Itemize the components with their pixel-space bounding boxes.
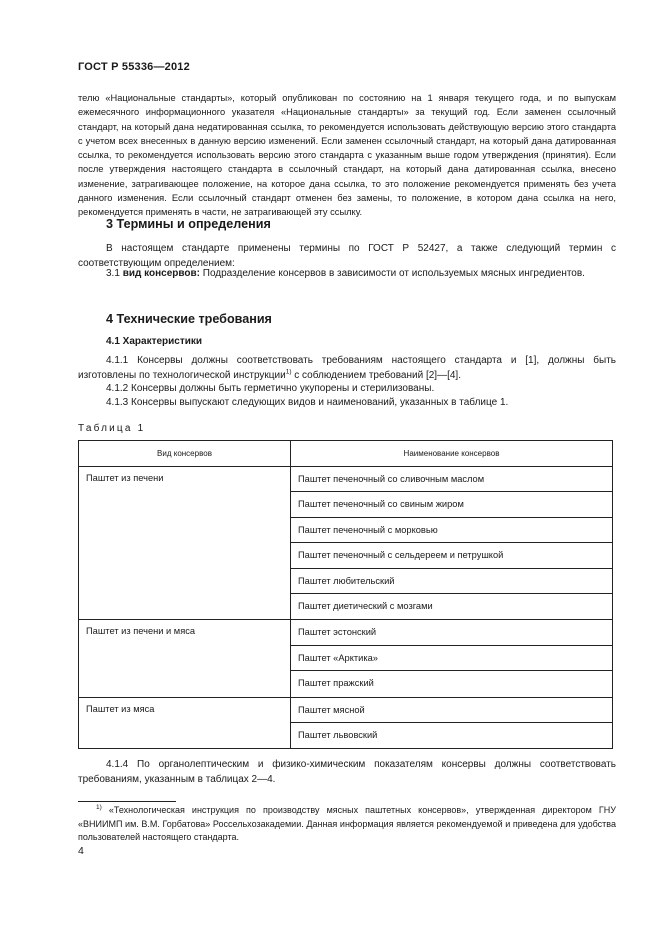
table-cell-name: Паштет львовский [298,729,378,740]
table-header-kind: Вид консервов [79,441,291,467]
table-cell-name: Паштет «Арктика» [291,646,612,671]
table-cell-names [291,697,613,749]
table-cell-name: Паштет любительский [291,569,612,594]
paragraph-4-1-4: 4.1.4 По органолептическим и физико-химическим показателям консервы должны соответствовать требованиям, указанным в таблицах 2—4. [78,759,616,785]
table-1 [78,440,613,749]
table-1-caption: Таблица 1 [78,423,146,434]
table-cell-name: Паштет пражский [298,678,374,689]
table-row [79,620,613,697]
table-cell-kind: Паштет из печени [79,467,291,620]
table-cell-names [291,620,613,697]
standard-code: ГОСТ Р 55336—2012 [78,61,190,73]
footnote-ref: 1) [285,368,292,376]
table-cell-name: Паштет печеночный с сельдереем и петрушкой [291,543,612,568]
table-cell-name: Паштет мясной [291,698,612,723]
paragraph-4-1-1 [78,353,616,383]
subsection-4-1-heading: 4.1 Характеристики [106,336,203,347]
paragraph-4-1-3: 4.1.3 Консервы выпускают следующих видов и наименований, указанных в таблице 1. [106,397,509,408]
table-header-name: Наименование консервов [291,441,613,467]
table-row [79,467,613,620]
table-header-row [79,441,613,467]
footnote-separator [78,801,176,802]
paragraph-4-1-1-text-a: 4.1.1 Консервы должны соответствовать требованиям настоящего стандарта и [1], должны быть изготовлены по технологической инструкции [78,355,616,381]
section-3-heading: 3 Термины и определения [106,217,271,231]
table-cell-name: Паштет печеночный со сливочным маслом [291,467,612,492]
table-cell-kind: Паштет из печени и мяса [79,620,291,697]
table-cell-name: Паштет печеночный со свиным жиром [291,492,612,517]
paragraph-4-1-1-text-b: с соблюдением требований [2]—[4]. [291,370,461,381]
footnote-mark: 1) [96,804,102,811]
term-definition-text: Подразделение консервов в зависимости от используемых мясных ингредиентов. [202,268,585,279]
paragraph-4-1-2: 4.1.2 Консервы должны быть герметично укупорены и стерилизованы. [106,383,435,394]
section-4-heading: 4 Технические требования [106,312,272,326]
term-name: вид консервов: [122,268,200,279]
page-number: 4 [78,845,84,857]
section-3-paragraph: В настоящем стандарте применены термины по ГОСТ Р 52427, а также следующий термин с соответствующим определением: [78,243,616,269]
footnote [78,804,616,845]
intro-paragraph: телю «Национальные стандарты», который опубликован по состоянию на 1 января текущего года, и по выпускам ежемесячного информационного указателя «Национальные стандарты» за текущий год. Если заменен ссылочный стандарт, на который дана недатированная ссылка, то рекомендуется использовать действующую версию этого стандарта с учетом всех внесенных в данную версию изменений. Если заменен ссылочный стандарт, на который дана датированная ссылка, то рекомендуется использовать версию этого стандарта с указанным выше годом утверждения (принятия). Если после утверждения настоящего стандарта в ссылочный стандарт, на который дана датированная ссылка, внесено изменение, затрагивающее положение, на которое дана ссылка, то это положение рекомендуется применять без учета данного изменения. Если ссылочный стандарт отменен без замены, то положение, в котором дана ссылка на него, рекомендуется применять в части, не затрагивающей эту ссылку. [78,93,616,218]
table-cell-name: Паштет эстонский [291,620,612,645]
table-cell-name: Паштет печеночный с морковью [291,518,612,543]
term-definition [78,266,616,281]
footnote-text: «Технологическая инструкция по производству мясных паштетных консервов», утвержденная директором ГНУ «ВНИИМП им. В.М. Горбатова» Россельхозакадемии. Данная информация является рекомендуемой и приведена для удобства пользователей настоящего стандарта. [78,805,616,842]
table-cell-kind: Паштет из мяса [79,697,291,749]
term-number: 3.1 [106,268,120,279]
table-cell-names [291,467,613,620]
table-cell-name: Паштет диетический с мозгами [298,600,433,611]
table-row [79,697,613,749]
